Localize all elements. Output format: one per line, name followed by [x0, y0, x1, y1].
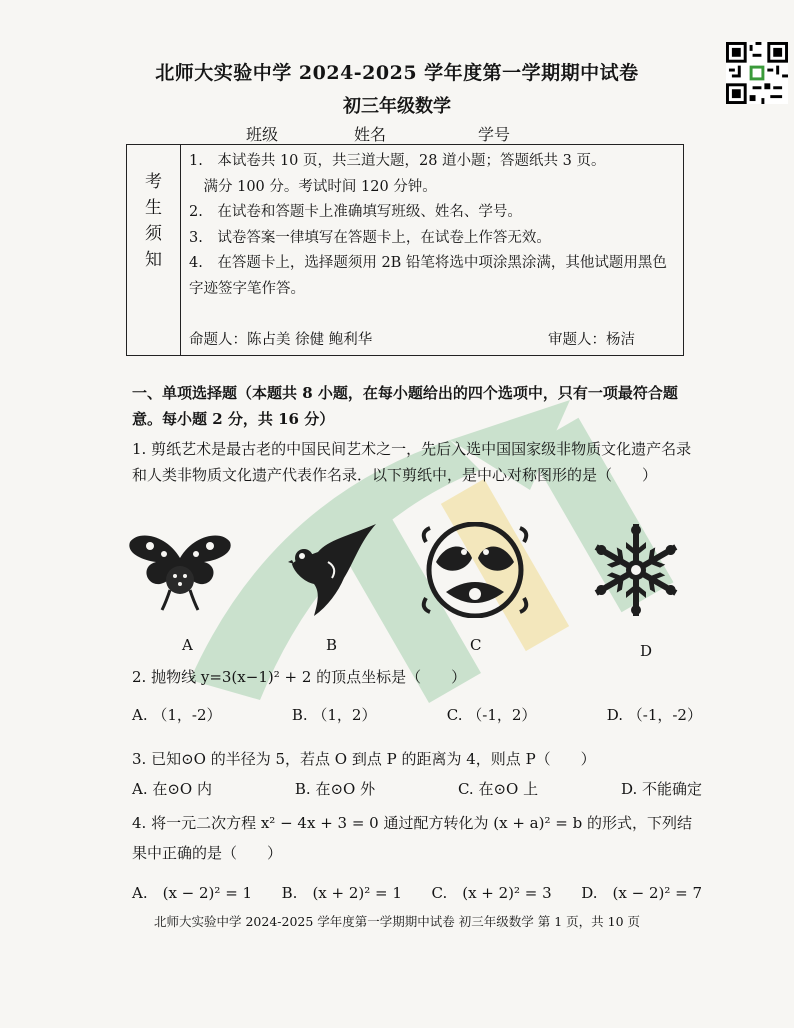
- question-3: 3. 已知⊙O 的半径为 5，若点 O 到点 P 的距离为 4，则点 P（ ）: [132, 750, 596, 768]
- author-line: 命题人：陈占美 徐健 鲍利华: [189, 332, 373, 348]
- name-label: 姓名: [354, 125, 387, 144]
- id-blank: [518, 128, 584, 145]
- notice-line: 3. 试卷答案一律填写在答题卡上，在试卷上作答无效。: [189, 229, 551, 246]
- exam-notice-box: [126, 144, 684, 356]
- question-3-options: [132, 778, 702, 799]
- option-d: D. （-1，-2）: [606, 706, 702, 724]
- option-c: C. （-1，2）: [446, 706, 537, 724]
- question-4-options: [132, 882, 702, 903]
- notice-side-label: [127, 145, 181, 355]
- option-c: C. (x + 2)² = 3: [431, 884, 552, 902]
- reviewer-line: 审题人：杨洁: [548, 332, 635, 348]
- notice-char: 知: [145, 250, 162, 270]
- question-1: 1. 剪纸艺术是最古老的中国民间艺术之一，先后入选中国国家级非物质文化遗产名录和人类非物质文化遗产代表作名录．以下剪纸中，是中心对称图形的是（ ）: [132, 440, 692, 484]
- question-2-options: [132, 704, 702, 725]
- question-1-images: [120, 522, 700, 622]
- notice-body: [189, 149, 677, 302]
- class-label: 班级: [246, 125, 279, 144]
- question-4: 4. 将一元二次方程 x² − 4x + 3 = 0 通过配方转化为 (x + a)² = b 的形式，下列结果中正确的是（ ）: [132, 814, 692, 862]
- class-blank: [286, 128, 346, 145]
- option-b: B. (x + 2)² = 1: [281, 884, 402, 902]
- option-b: B. （1，2）: [291, 706, 377, 724]
- notice-line: 满分 100 分。考试时间 120 分钟。: [189, 178, 437, 195]
- option-d: D. 不能确定: [620, 780, 702, 798]
- fish-papercut-icon: [416, 522, 534, 618]
- notice-line: 2. 在试卷和答题卡上准确填写班级、姓名、学号。: [189, 204, 522, 220]
- notice-char: 考: [145, 172, 162, 192]
- notice-char: 须: [145, 224, 162, 244]
- option-c: C. 在⊙O 上: [457, 780, 539, 798]
- snowflake-papercut-icon: [582, 522, 690, 618]
- image-label-c: C: [470, 636, 482, 654]
- exam-title: 北师大实验中学 2024-2025 学年度第一学期期中试卷: [155, 62, 639, 84]
- option-a: A. (x − 2)² = 1: [132, 884, 253, 902]
- notice-line: 4. 在答题卡上，选择题须用 2B 铅笔将选中项涂黑涂满，其他试题用黑色字迹签字笔作答。: [189, 255, 667, 297]
- name-blank: [394, 128, 470, 145]
- butterfly-papercut-icon: [126, 528, 234, 612]
- page-footer: 北师大实验中学 2024-2025 学年度第一学期期中试卷 初三年级数学 第 1 页，共 10 页: [154, 914, 640, 929]
- student-info-line: [246, 122, 584, 145]
- swallow-papercut-icon: [288, 522, 378, 618]
- question-2: 2. 抛物线 y=3(x−1)² + 2 的顶点坐标是（ ）: [132, 668, 467, 686]
- option-d: D. (x − 2)² = 7: [581, 884, 702, 902]
- image-label-a: A: [182, 636, 193, 654]
- image-label-b: B: [326, 636, 338, 654]
- section-heading: 一、单项选择题（本题共 8 小题，在每小题给出的四个选项中，只有一项最符合题意。每小题 2 分，共 16 分）: [132, 384, 678, 428]
- option-b: B. 在⊙O 外: [294, 780, 376, 798]
- notice-signature: [189, 328, 635, 349]
- image-label-d: D: [640, 642, 653, 660]
- option-a: A. 在⊙O 内: [132, 780, 213, 798]
- notice-line: 1. 本试卷共 10 页，共三道大题，28 道小题；答题纸共 3 页。: [189, 153, 606, 169]
- option-a: A. （1，-2）: [132, 706, 222, 724]
- exam-subtitle: 初三年级数学: [343, 96, 451, 117]
- notice-char: 生: [145, 198, 162, 218]
- id-label: 学号: [478, 125, 511, 144]
